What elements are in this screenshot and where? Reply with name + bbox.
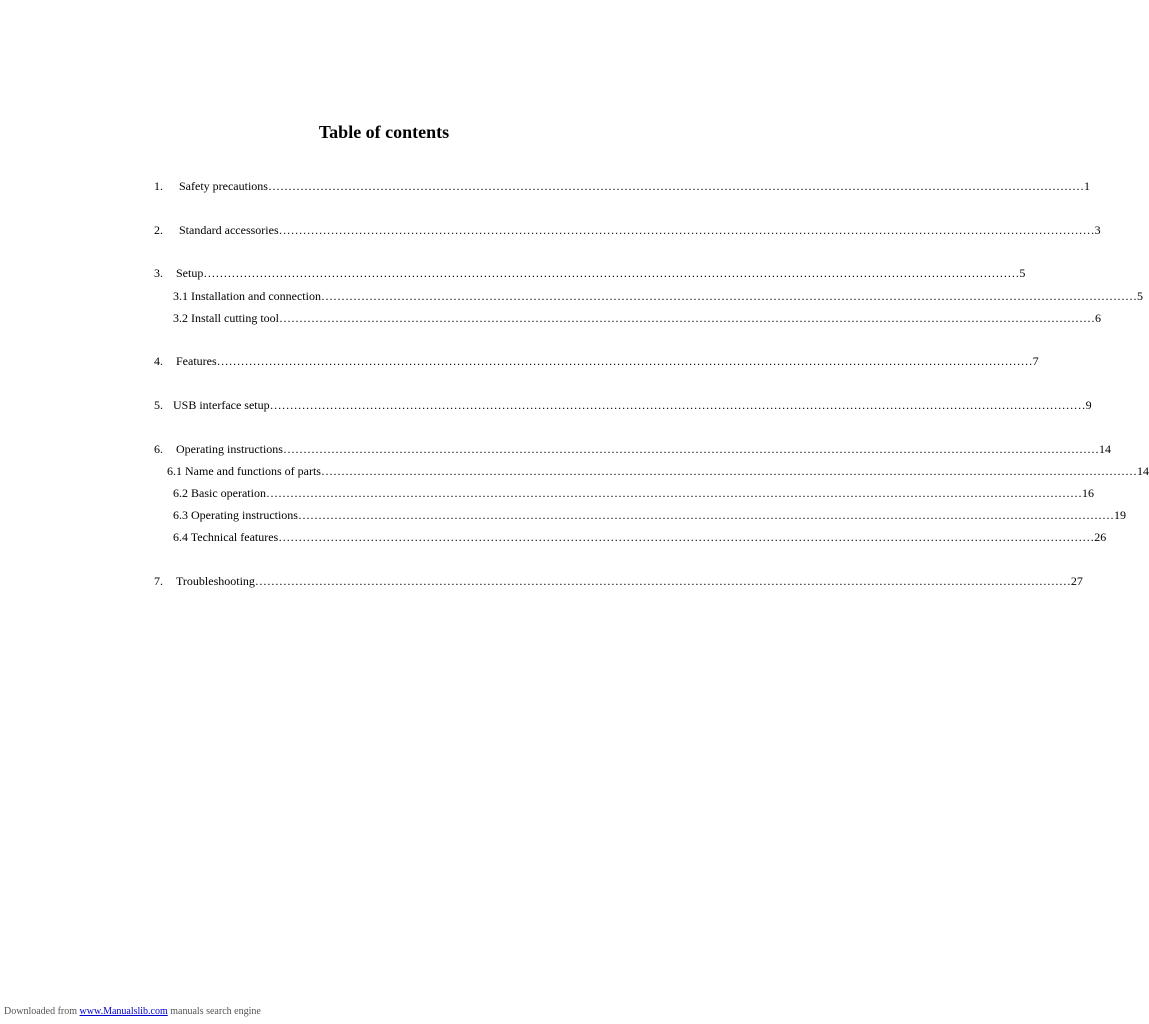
toc-leader-dots: …………………………………………………………………………………………………………………………………………………………………………………… xyxy=(320,464,1137,478)
toc-leader-dots: …………………………………………………………………………………………………………………………………………………………………………………… xyxy=(265,486,1082,500)
toc-entry-number: 7. xyxy=(154,574,163,588)
toc-entry-basic-operation[interactable] xyxy=(173,485,1094,501)
toc-entry-page: 26 xyxy=(1094,530,1107,544)
toc-entry-page: 6 xyxy=(1095,311,1101,325)
toc-leader-dots: …………………………………………………………………………………………………………………………………………………………………………………… xyxy=(216,354,1033,368)
toc-entry-install-cutting-tool[interactable] xyxy=(173,310,1101,326)
toc-entry-number: 4. xyxy=(154,354,163,368)
toc-leader-dots: …………………………………………………………………………………………………………………………………………………………………………………… xyxy=(278,530,1095,544)
footer-prefix: Downloaded from xyxy=(4,1006,78,1017)
toc-entry-number: 6. xyxy=(154,442,163,456)
toc-entry-features[interactable] xyxy=(154,353,1039,369)
toc-entry-installation-and-connection[interactable] xyxy=(173,288,1143,304)
toc-leader-dots: …………………………………………………………………………………………………………………………………………………………………………………… xyxy=(203,266,1020,280)
toc-leader-dots: …………………………………………………………………………………………………………………………………………………………………………………… xyxy=(254,574,1071,588)
toc-entry-page: 14 xyxy=(1136,464,1149,478)
toc-entry-page: 1 xyxy=(1083,179,1090,193)
toc-entry-troubleshooting[interactable] xyxy=(154,573,1083,589)
toc-entry-safety-precautions[interactable] xyxy=(154,178,1090,194)
toc-entry-page: 9 xyxy=(1085,398,1092,412)
toc-entry-label: 6.4 Technical features xyxy=(173,530,279,544)
toc-entry-label: Features xyxy=(176,354,217,368)
toc-entry-page: 3 xyxy=(1094,223,1101,237)
toc-entry-page: 5 xyxy=(1136,289,1143,303)
manualslib-link[interactable]: www.Manualslib.com xyxy=(79,1006,168,1017)
toc-entry-label: Standard accessories xyxy=(179,223,279,237)
toc-entry-page: 7 xyxy=(1032,354,1039,368)
toc-entry-page: 16 xyxy=(1081,486,1094,500)
toc-entry-label: USB interface setup xyxy=(173,398,270,412)
toc-entry-label: 3.2 Install cutting tool xyxy=(173,311,279,325)
toc-entry-number: 1. xyxy=(154,179,163,193)
toc-entry-page: 27 xyxy=(1070,574,1083,588)
toc-leader-dots: …………………………………………………………………………………………………………………………………………………………………………………… xyxy=(320,289,1137,303)
toc-entry-label: 3.1 Installation and connection xyxy=(173,289,321,303)
toc-entry-usb-interface-setup[interactable] xyxy=(154,397,1092,413)
toc-entry-standard-accessories[interactable] xyxy=(154,222,1101,238)
toc-entry-label: Setup xyxy=(176,266,204,280)
toc-entry-operating-instructions[interactable] xyxy=(154,441,1111,457)
toc-entry-page: 5 xyxy=(1019,266,1026,280)
toc-leader-dots: …………………………………………………………………………………………………………………………………………………………………………………… xyxy=(269,398,1086,412)
toc-entry-number: 5. xyxy=(154,398,163,412)
toc-entry-number: 2. xyxy=(154,223,163,237)
download-footer xyxy=(4,1005,261,1019)
toc-entry-label: Troubleshooting xyxy=(176,574,255,588)
toc-leader-dots: …………………………………………………………………………………………………………………………………………………………………………………… xyxy=(279,311,1095,325)
toc-entry-setup[interactable] xyxy=(154,265,1026,281)
toc-leader-dots: …………………………………………………………………………………………………………………………………………………………………………………… xyxy=(278,223,1095,237)
toc-entry-operating-instructions-sub[interactable] xyxy=(173,507,1126,523)
toc-entry-number: 3. xyxy=(154,266,163,280)
toc-entry-label: Operating instructions xyxy=(176,442,283,456)
toc-leader-dots: …………………………………………………………………………………………………………………………………………………………………………………… xyxy=(282,442,1099,456)
toc-leader-dots: …………………………………………………………………………………………………………………………………………………………………………………… xyxy=(267,179,1084,193)
toc-entry-label: 6.1 Name and functions of parts xyxy=(167,464,321,478)
toc-entry-label: Safety precautions xyxy=(179,179,268,193)
toc-entry-page: 14 xyxy=(1098,442,1111,456)
toc-entry-page: 19 xyxy=(1113,508,1126,522)
toc-entry-name-and-functions-of-parts[interactable] xyxy=(167,463,1149,479)
page-title: Table of contents xyxy=(318,122,450,142)
toc-entry-label: 6.2 Basic operation xyxy=(173,486,266,500)
footer-suffix: manuals search engine xyxy=(170,1006,261,1017)
toc-entry-label: 6.3 Operating instructions xyxy=(173,508,298,522)
toc-entry-technical-features[interactable] xyxy=(173,529,1107,545)
toc-leader-dots: …………………………………………………………………………………………………………………………………………………………………………………… xyxy=(297,508,1114,522)
